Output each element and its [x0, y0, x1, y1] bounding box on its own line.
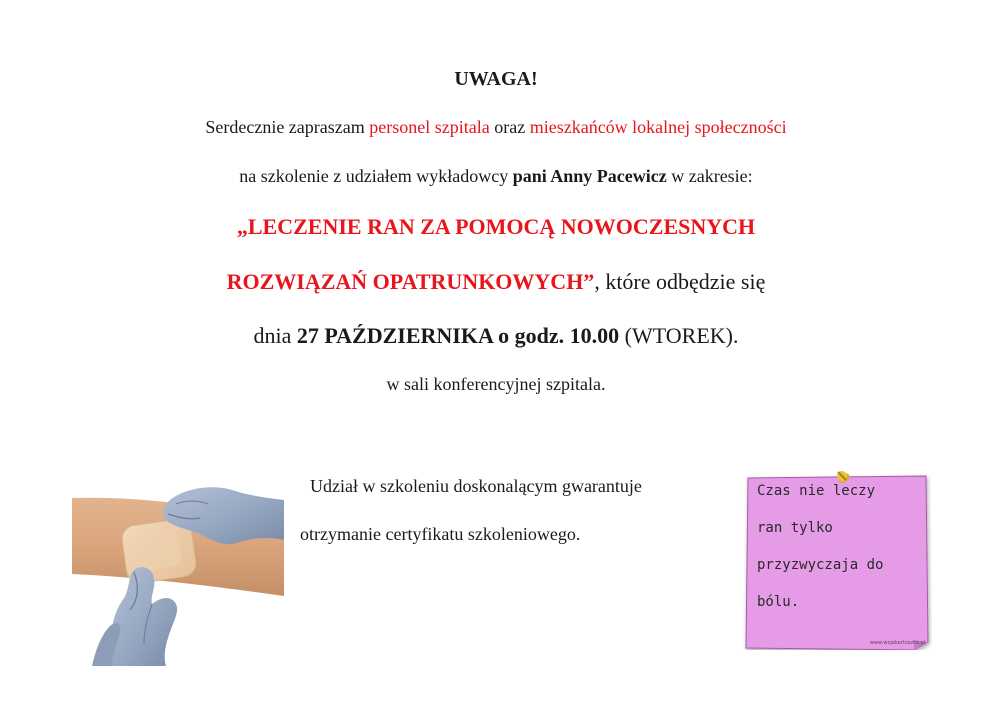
- speaker-line: [0, 166, 992, 187]
- date-prefix: dnia: [253, 323, 297, 348]
- sticky-note-credit: www.wojakertoszka.pl: [870, 640, 926, 646]
- topic-title-line-1: „LECZENIE RAN ZA POMOCĄ NOWOCZESNYCH: [236, 214, 756, 239]
- speaker-text-start: na szkolenie z udziałem wykładowcy: [239, 166, 513, 186]
- bandage-photo: [72, 478, 284, 666]
- speaker-name: pani Anny Pacewicz: [512, 166, 667, 186]
- sticky-note-line-3: przyzwyczaja do: [757, 557, 884, 573]
- audience-community: mieszkańców lokalnej społeczności: [529, 117, 787, 137]
- certificate-line-1: Udział w szkoleniu doskonalącym gwarantuje: [310, 476, 642, 496]
- speaker-text-end: w zakresie:: [666, 166, 753, 186]
- sticky-note-line-1: Czas nie leczy: [757, 483, 876, 499]
- certificate-line-2: otrzymanie certyfikatu szkoleniowego.: [300, 524, 581, 544]
- event-date: 27 PAŹDZIERNIKA o godz. 10.00: [296, 323, 620, 348]
- invitation-text-start: Serdecznie zapraszam: [205, 117, 370, 137]
- topic-continuation: , które odbędzie się: [594, 269, 766, 294]
- sticky-note-line-2: ran tylko: [757, 520, 833, 536]
- invitation-conjunction: oraz: [489, 117, 530, 137]
- sticky-note-line-4: bólu.: [757, 594, 800, 610]
- audience-staff: personel szpitala: [369, 117, 490, 137]
- topic-title-end: ROZWIĄZAŃ OPATRUNKOWYCH”: [226, 269, 595, 294]
- page-title: UWAGA!: [454, 68, 538, 90]
- date-suffix: (WTOREK).: [619, 323, 739, 348]
- date-line: [0, 323, 992, 349]
- invitation-line: [0, 117, 992, 138]
- topic-title-line-2: [0, 269, 992, 295]
- location-line: w sali konferencyjnej szpitala.: [386, 374, 606, 394]
